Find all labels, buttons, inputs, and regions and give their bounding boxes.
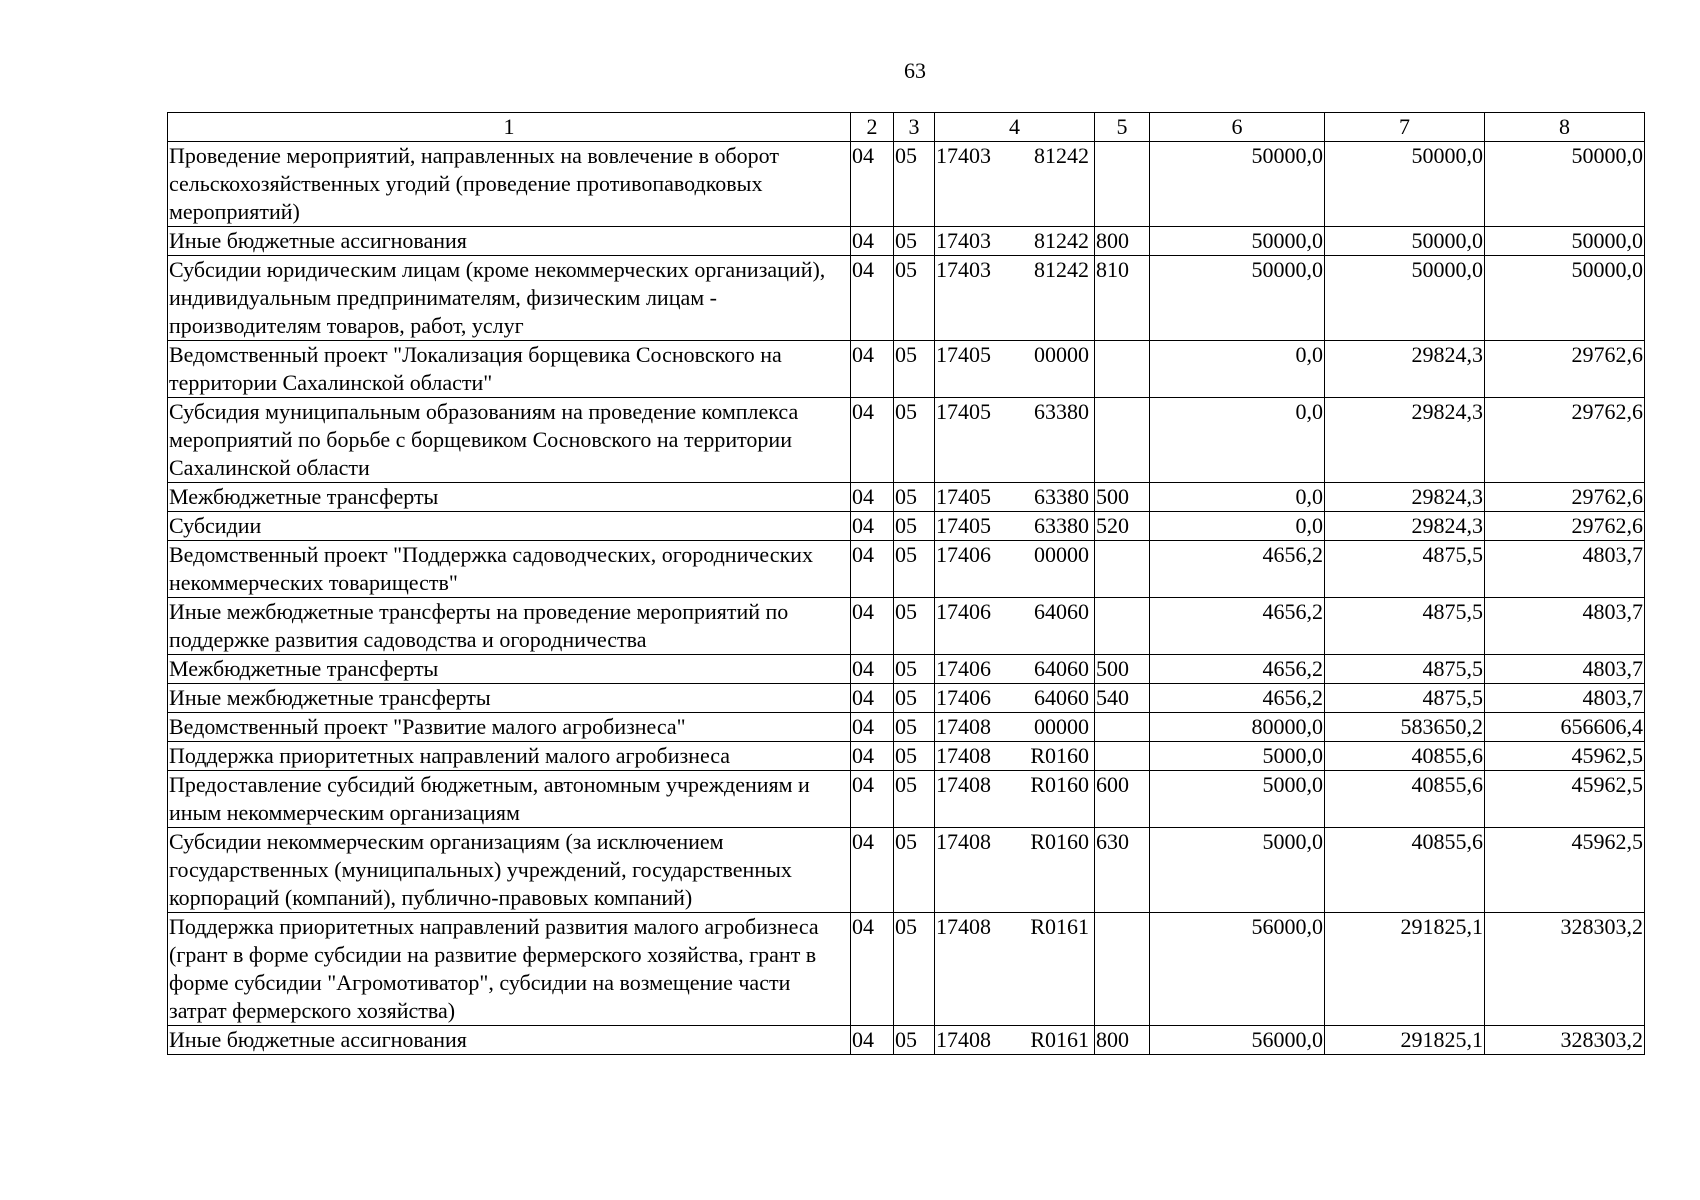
table-body [168,142,1645,1055]
row-expense-type [1095,713,1150,742]
row-target-article [935,598,1095,655]
row-direction-code: 00000 [1034,342,1089,367]
header-col-8: 8 [1485,113,1645,142]
row-expense-type [1095,398,1150,483]
row-name: Поддержка приоритетных направлений малого агробизнеса [168,742,851,771]
row-value-col-7: 40855,6 [1325,742,1485,771]
row-value-col-7: 291825,1 [1325,1026,1485,1055]
row-name: Ведомственный проект "Локализация борщевика Сосновского на территории Сахалинской области" [168,341,851,398]
row-target-article [935,913,1095,1026]
row-value-col-7: 291825,1 [1325,913,1485,1026]
budget-table [167,112,1645,1055]
row-value-col-8: 29762,6 [1485,512,1645,541]
row-name: Поддержка приоритетных направлений развития малого агробизнеса (грант в форме субсидии на развитие фермерского хозяйства, грант в форме субсидии "Агромотиватор", субсидии на возмещение части затрат фермерского хозяйства) [168,913,851,1026]
row-subsection-code: 05 [894,541,935,598]
table-row [168,771,1645,828]
header-col-6: 6 [1150,113,1325,142]
row-direction-code: 64060 [1034,685,1089,710]
row-value-col-6: 50000,0 [1150,256,1325,341]
row-value-col-8: 29762,6 [1485,483,1645,512]
row-name: Иные бюджетные ассигнования [168,227,851,256]
row-subsection-code: 05 [894,398,935,483]
row-direction-code: 64060 [1034,656,1089,681]
row-value-col-6: 0,0 [1150,341,1325,398]
row-subsection-code: 05 [894,598,935,655]
header-col-3: 3 [894,113,935,142]
row-value-col-7: 583650,2 [1325,713,1485,742]
table-row [168,256,1645,341]
row-value-col-6: 50000,0 [1150,142,1325,227]
header-col-5: 5 [1095,113,1150,142]
table-row [168,713,1645,742]
row-value-col-7: 4875,5 [1325,541,1485,598]
row-name: Ведомственный проект "Поддержка садоводческих, огороднических некоммерческих товариществ" [168,541,851,598]
row-expense-type [1095,142,1150,227]
row-name: Иные бюджетные ассигнования [168,1026,851,1055]
row-section-code: 04 [851,771,894,828]
row-subsection-code: 05 [894,655,935,684]
row-expense-type: 810 [1095,256,1150,341]
row-section-code: 04 [851,713,894,742]
row-value-col-6: 5000,0 [1150,828,1325,913]
header-col-7: 7 [1325,113,1485,142]
row-name: Субсидия муниципальным образованиям на проведение комплекса мероприятий по борьбе с борщевиком Сосновского на территории Сахалинской области [168,398,851,483]
row-program-code: 17403 [936,143,991,168]
table-row [168,483,1645,512]
row-direction-code: 63380 [1034,484,1089,509]
row-expense-type: 800 [1095,1026,1150,1055]
row-subsection-code: 05 [894,742,935,771]
row-name: Ведомственный проект "Развитие малого агробизнеса" [168,713,851,742]
row-value-col-8: 50000,0 [1485,227,1645,256]
row-value-col-7: 40855,6 [1325,828,1485,913]
row-program-code: 17408 [936,714,991,739]
row-direction-code: R0161 [1030,914,1089,939]
row-value-col-7: 29824,3 [1325,512,1485,541]
row-program-code: 17406 [936,656,991,681]
page-number: 63 [904,58,926,83]
table-row [168,1026,1645,1055]
row-expense-type [1095,341,1150,398]
row-expense-type [1095,913,1150,1026]
row-value-col-6: 4656,2 [1150,684,1325,713]
row-expense-type: 500 [1095,483,1150,512]
row-expense-type [1095,541,1150,598]
row-value-col-8: 656606,4 [1485,713,1645,742]
row-subsection-code: 05 [894,341,935,398]
row-section-code: 04 [851,341,894,398]
row-program-code: 17408 [936,829,991,854]
row-section-code: 04 [851,655,894,684]
row-target-article [935,1026,1095,1055]
row-section-code: 04 [851,227,894,256]
row-program-code: 17405 [936,342,991,367]
row-subsection-code: 05 [894,828,935,913]
row-expense-type: 600 [1095,771,1150,828]
row-subsection-code: 05 [894,1026,935,1055]
row-value-col-8: 4803,7 [1485,684,1645,713]
row-value-col-6: 0,0 [1150,483,1325,512]
row-target-article [935,227,1095,256]
row-direction-code: 63380 [1034,513,1089,538]
table-row [168,541,1645,598]
row-direction-code: 63380 [1034,399,1089,424]
row-value-col-7: 29824,3 [1325,483,1485,512]
table-row [168,341,1645,398]
row-direction-code: R0160 [1030,743,1089,768]
row-value-col-8: 50000,0 [1485,142,1645,227]
table-row [168,598,1645,655]
row-value-col-7: 4875,5 [1325,655,1485,684]
row-section-code: 04 [851,398,894,483]
row-direction-code: 00000 [1034,714,1089,739]
table-row [168,655,1645,684]
row-section-code: 04 [851,483,894,512]
row-value-col-6: 56000,0 [1150,913,1325,1026]
row-section-code: 04 [851,598,894,655]
row-program-code: 17408 [936,772,991,797]
table-row [168,913,1645,1026]
row-value-col-8: 45962,5 [1485,742,1645,771]
row-name: Субсидии [168,512,851,541]
row-section-code: 04 [851,913,894,1026]
row-value-col-6: 56000,0 [1150,1026,1325,1055]
row-direction-code: 81242 [1034,257,1089,282]
row-expense-type [1095,742,1150,771]
row-program-code: 17403 [936,257,991,282]
row-program-code: 17405 [936,484,991,509]
row-value-col-7: 50000,0 [1325,142,1485,227]
row-subsection-code: 05 [894,142,935,227]
header-row [168,113,1645,142]
row-value-col-7: 29824,3 [1325,398,1485,483]
row-target-article [935,512,1095,541]
row-target-article [935,341,1095,398]
row-subsection-code: 05 [894,512,935,541]
row-target-article [935,771,1095,828]
row-subsection-code: 05 [894,913,935,1026]
header-col-4: 4 [935,113,1095,142]
row-value-col-8: 4803,7 [1485,541,1645,598]
row-program-code: 17405 [936,399,991,424]
row-direction-code: 64060 [1034,599,1089,624]
row-value-col-7: 4875,5 [1325,598,1485,655]
row-value-col-8: 50000,0 [1485,256,1645,341]
row-target-article [935,828,1095,913]
row-direction-code: R0161 [1030,1027,1089,1052]
table-row [168,828,1645,913]
table-row [168,142,1645,227]
row-name: Иные межбюджетные трансферты на проведение мероприятий по поддержке развития садоводства и огородничества [168,598,851,655]
row-value-col-7: 50000,0 [1325,256,1485,341]
row-value-col-6: 50000,0 [1150,227,1325,256]
row-value-col-6: 4656,2 [1150,598,1325,655]
row-name: Проведение мероприятий, направленных на вовлечение в оборот сельскохозяйственных угодий (проведение противопаводковых мероприятий) [168,142,851,227]
row-program-code: 17408 [936,1027,991,1052]
table-row [168,512,1645,541]
row-subsection-code: 05 [894,771,935,828]
row-value-col-6: 80000,0 [1150,713,1325,742]
row-section-code: 04 [851,142,894,227]
row-subsection-code: 05 [894,483,935,512]
row-target-article [935,684,1095,713]
table-row [168,398,1645,483]
row-program-code: 17403 [936,228,991,253]
table-row [168,227,1645,256]
row-target-article [935,142,1095,227]
row-value-col-7: 50000,0 [1325,227,1485,256]
row-direction-code: R0160 [1030,829,1089,854]
row-subsection-code: 05 [894,684,935,713]
row-target-article [935,483,1095,512]
row-target-article [935,742,1095,771]
row-name: Субсидии некоммерческим организациям (за исключением государственных (муниципальных) учреждений, государственных корпораций (компаний), публично-правовых компаний) [168,828,851,913]
row-target-article [935,541,1095,598]
row-section-code: 04 [851,742,894,771]
row-program-code: 17408 [936,914,991,939]
row-value-col-7: 29824,3 [1325,341,1485,398]
row-section-code: 04 [851,541,894,598]
row-value-col-8: 4803,7 [1485,598,1645,655]
row-value-col-8: 29762,6 [1485,398,1645,483]
row-subsection-code: 05 [894,227,935,256]
row-name: Субсидии юридическим лицам (кроме некоммерческих организаций), индивидуальным предпринимателям, физическим лицам - производителям товаров, работ, услуг [168,256,851,341]
row-value-col-6: 5000,0 [1150,742,1325,771]
row-section-code: 04 [851,684,894,713]
row-target-article [935,256,1095,341]
row-program-code: 17406 [936,599,991,624]
row-direction-code: R0160 [1030,772,1089,797]
row-value-col-7: 40855,6 [1325,771,1485,828]
row-section-code: 04 [851,1026,894,1055]
row-expense-type [1095,598,1150,655]
row-name: Предоставление субсидий бюджетным, автономным учреждениям и иным некоммерческим организациям [168,771,851,828]
row-value-col-8: 328303,2 [1485,1026,1645,1055]
header-col-2: 2 [851,113,894,142]
row-expense-type: 540 [1095,684,1150,713]
row-target-article [935,713,1095,742]
row-name: Межбюджетные трансферты [168,655,851,684]
row-target-article [935,398,1095,483]
row-expense-type: 800 [1095,227,1150,256]
row-value-col-8: 45962,5 [1485,828,1645,913]
row-section-code: 04 [851,256,894,341]
row-subsection-code: 05 [894,256,935,341]
table-row [168,742,1645,771]
row-value-col-8: 328303,2 [1485,913,1645,1026]
row-name: Межбюджетные трансферты [168,483,851,512]
row-direction-code: 00000 [1034,542,1089,567]
row-value-col-6: 0,0 [1150,398,1325,483]
row-section-code: 04 [851,828,894,913]
row-direction-code: 81242 [1034,143,1089,168]
row-program-code: 17405 [936,513,991,538]
row-value-col-6: 5000,0 [1150,771,1325,828]
row-value-col-7: 4875,5 [1325,684,1485,713]
row-name: Иные межбюджетные трансферты [168,684,851,713]
row-program-code: 17406 [936,542,991,567]
row-value-col-8: 4803,7 [1485,655,1645,684]
row-expense-type: 630 [1095,828,1150,913]
row-expense-type: 500 [1095,655,1150,684]
row-value-col-6: 4656,2 [1150,655,1325,684]
row-program-code: 17406 [936,685,991,710]
row-value-col-6: 4656,2 [1150,541,1325,598]
header-col-1: 1 [168,113,851,142]
row-value-col-6: 0,0 [1150,512,1325,541]
row-target-article [935,655,1095,684]
row-subsection-code: 05 [894,713,935,742]
row-value-col-8: 45962,5 [1485,771,1645,828]
row-direction-code: 81242 [1034,228,1089,253]
row-value-col-8: 29762,6 [1485,341,1645,398]
row-program-code: 17408 [936,743,991,768]
row-expense-type: 520 [1095,512,1150,541]
row-section-code: 04 [851,512,894,541]
table-row [168,684,1645,713]
